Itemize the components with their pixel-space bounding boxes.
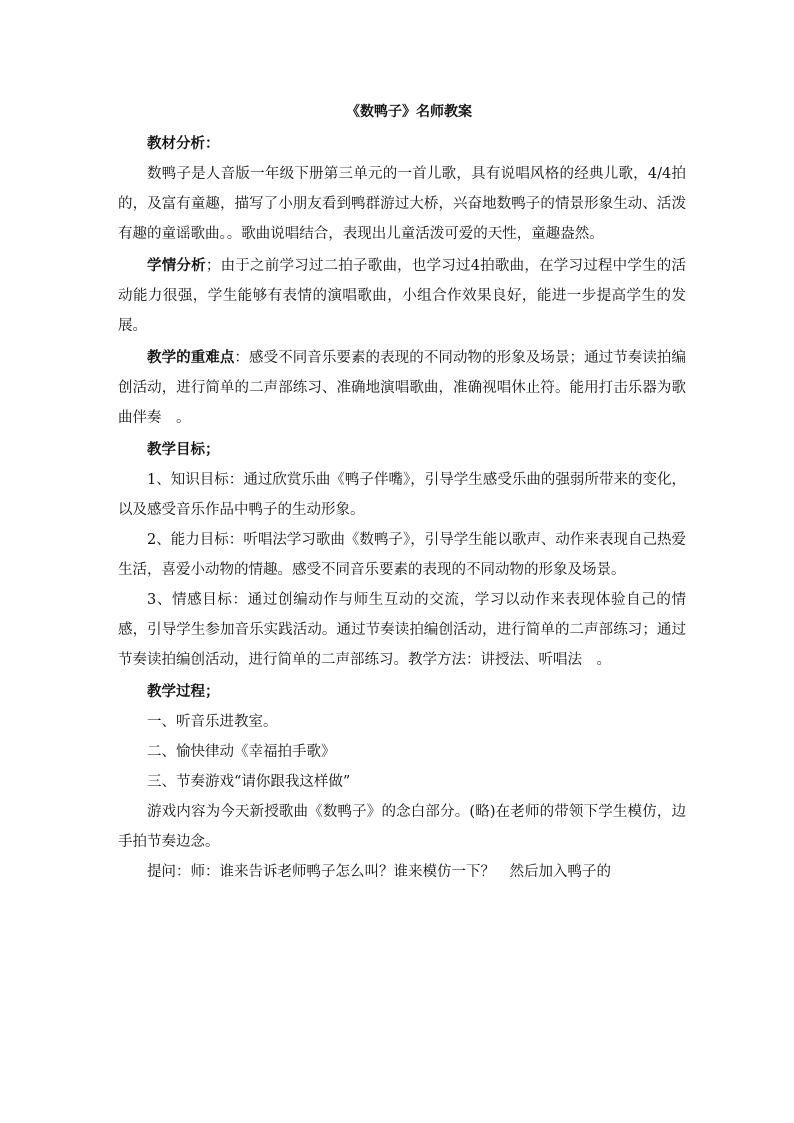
paragraph-step-1: 一、听音乐进教室。 [147,714,278,730]
paragraph-step-2: 二、愉快律动《幸福拍手歌》 [147,744,336,760]
paragraph-goal-3: 3、情感目标：通过创编动作与师生互动的交流，学习以动作来表现体验自己的情感，引导学生参加音乐实践活动。通过节奏读拍编创活动，进行简单的二声部练习；通过节奏读拍编创活动，进行简单的二声部练习。教学方法：讲授法、听唱法 。 [118,592,686,668]
paragraph-step-3: 三、节奏游戏“请你跟我这样做” [147,774,351,790]
paragraph-question: 提问：师：谁来告诉老师鸭子怎么叫？谁来模仿一下？ 然后加入鸭子的 [147,864,611,880]
text-student-analysis: ；由于之前学习过二拍子歌曲，也学习过4拍歌曲，在学习过程中学生的活动能力很强，学生能够有表情的演唱歌曲，小组合作效果良好，能进一步提高学生的发展。 [118,258,687,334]
page-title: 《数鸭子》名师教案 [346,104,472,120]
section-heading-teaching-goals: 教学目标； [147,441,220,458]
label-student-analysis: 学情分析 [147,257,206,274]
paragraph-game-content: 游戏内容为今天新授歌曲《数鸭子》的念白部分。(略)在老师的带领下学生模仿，边手拍节奏边念。 [118,804,686,850]
paragraph-goal-1: 1、知识目标：通过欣赏乐曲《鸭子伴嘴》，引导学生感受乐曲的强弱所带来的变化，以及感受音乐作品中鸭子的生动形象。 [118,472,686,518]
text-key-difficulties: ：感受不同音乐要素的表现的不同动物的形象及场景；通过节奏读拍编创活动，进行简单的二声部练习、准确地演唱歌曲，准确视唱休止符。能用打击乐器为歌曲伴奏 。 [118,350,687,426]
section-heading-teaching-process: 教学过程； [147,683,220,700]
label-key-difficulties: 教学的重难点 [147,349,235,366]
document-body [118,100,686,887]
paragraph-key-difficulties [118,343,686,433]
section-heading-material-analysis: 教材分析： [147,135,220,152]
paragraph-student-analysis [118,251,686,341]
paragraph-material-analysis: 数鸭子是人音版一年级下册第三单元的一首儿歌，具有说唱风格的经典儿歌，4/4拍的，及富有童趣，描写了小朋友看到鸭群游过大桥，兴奋地数鸭子的情景形象生动、活泼有趣的童谣歌曲。。歌曲说唱结合，表现出儿童活泼可爱的天性，童趣盎然。 [118,166,686,242]
paragraph-goal-2: 2、能力目标：听唱法学习歌曲《数鸭子》，引导学生能以歌声、动作来表现自己热爱生活，喜爱小动物的情趣。感受不同音乐要素的表现的不同动物的形象及场景。 [118,532,686,578]
